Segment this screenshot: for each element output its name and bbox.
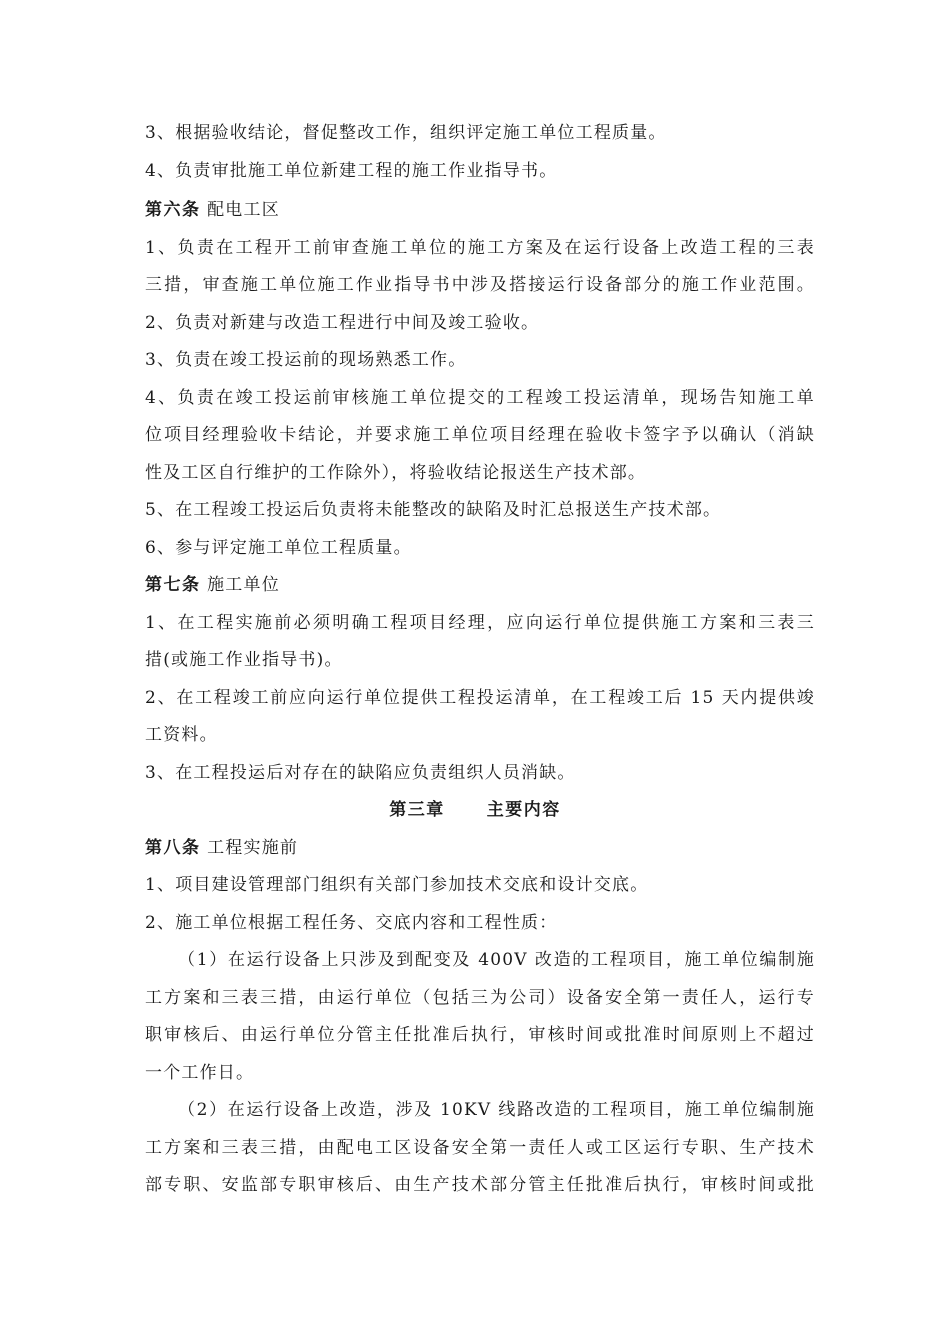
paragraph-line: 工方案和三表三措，由运行单位（包括三为公司）设备安全第一责任人，运行专 xyxy=(145,988,815,1008)
paragraph-line: 4、负责在竣工投运前审核施工单位提交的工程竣工投运清单，现场告知施工单 xyxy=(145,388,815,408)
paragraph-line: 2、施工单位根据工程任务、交底内容和工程性质： xyxy=(145,913,558,933)
paragraph-line: 工方案和三表三措，由配电工区设备安全第一责任人或工区运行专职、生产技术 xyxy=(145,1138,815,1158)
chapter-heading xyxy=(0,798,950,822)
article-title: 工程实施前 xyxy=(207,838,299,858)
paragraph-line: 一个工作日。 xyxy=(145,1063,255,1083)
article-title: 施工单位 xyxy=(207,575,280,595)
chapter-title: 主要内容 xyxy=(486,800,561,820)
paragraph-line: 三措，审查施工单位施工作业指导书中涉及搭接运行设备部分的施工作业范围。 xyxy=(145,275,815,295)
paragraph-line: （1）在运行设备上只涉及到配变及 400V 改造的工程项目，施工单位编制施 xyxy=(178,950,815,970)
paragraph-line: 措(或施工作业指导书)。 xyxy=(145,650,343,670)
paragraph-line: 6、参与评定施工单位工程质量。 xyxy=(145,538,412,558)
article-heading xyxy=(145,573,815,597)
paragraph-line: 部专职、安监部专职审核后、由生产技术部分管主任批准后执行，审核时间或批 xyxy=(145,1175,815,1195)
paragraph-line: 4、负责审批施工单位新建工程的施工作业指导书。 xyxy=(145,161,558,181)
paragraph-line: 1、项目建设管理部门组织有关部门参加技术交底和设计交底。 xyxy=(145,875,649,895)
article-label: 第七条 xyxy=(145,575,201,595)
paragraph-line: 3、在工程投运后对存在的缺陷应负责组织人员消缺。 xyxy=(145,763,576,783)
chapter-label: 第三章 xyxy=(389,800,445,820)
article-label: 第六条 xyxy=(145,200,201,220)
paragraph-line: 性及工区自行维护的工作除外），将验收结论报送生产技术部。 xyxy=(145,463,647,483)
paragraph-line: 1、负责在工程开工前审查施工单位的施工方案及在运行设备上改造工程的三表 xyxy=(145,238,815,258)
article-label: 第八条 xyxy=(145,838,201,858)
paragraph-line: 1、在工程实施前必须明确工程项目经理，应向运行单位提供施工方案和三表三 xyxy=(145,613,815,633)
paragraph-line: 3、根据验收结论，督促整改工作，组织评定施工单位工程质量。 xyxy=(145,123,667,143)
paragraph-line: （2）在运行设备上改造，涉及 10KV 线路改造的工程项目，施工单位编制施 xyxy=(178,1100,815,1120)
paragraph-line: 位项目经理验收卡结论，并要求施工单位项目经理在验收卡签字予以确认（消缺 xyxy=(145,425,815,445)
paragraph-line: 职审核后、由运行单位分管主任批准后执行，审核时间或批准时间原则上不超过 xyxy=(145,1025,815,1045)
article-title: 配电工区 xyxy=(207,200,280,220)
paragraph-line: 工资料。 xyxy=(145,725,218,745)
article-heading xyxy=(145,836,815,860)
paragraph-line: 5、在工程竣工投运后负责将未能整改的缺陷及时汇总报送生产技术部。 xyxy=(145,500,722,520)
article-heading xyxy=(145,198,815,222)
paragraph-line: 2、负责对新建与改造工程进行中间及竣工验收。 xyxy=(145,313,540,333)
paragraph-line: 3、负责在竣工投运前的现场熟悉工作。 xyxy=(145,350,467,370)
paragraph-line: 2、在工程竣工前应向运行单位提供工程投运清单，在工程竣工后 15 天内提供竣 xyxy=(145,688,815,708)
